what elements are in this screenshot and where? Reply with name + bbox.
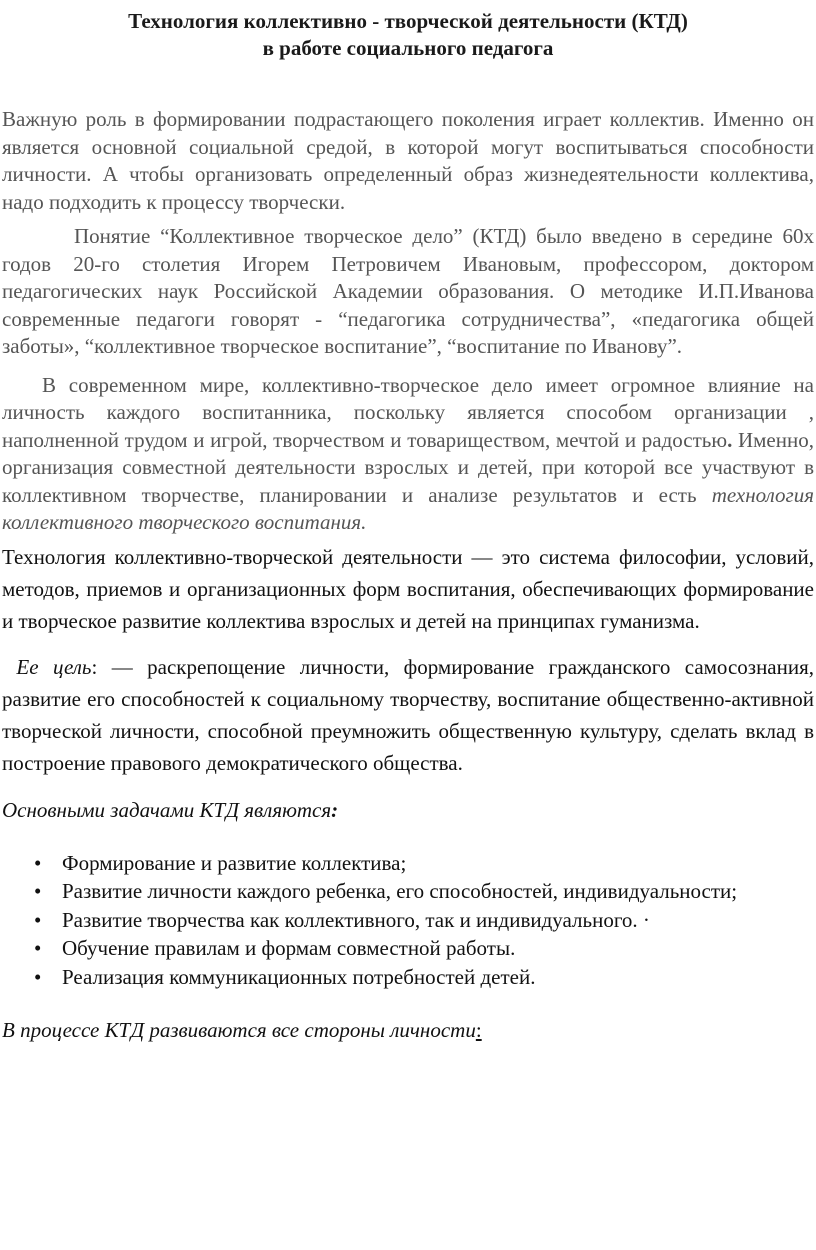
development-heading-colon: : <box>475 1018 482 1042</box>
task-text: Обучение правилам и формам совместной работы. <box>62 936 516 960</box>
tasks-heading-text: Основными задачами КТД являются <box>2 797 332 822</box>
paragraph-concept: Понятие “Коллективное творческое дело” (КТД) было введено в середине 60х годов 20-го столетия Игорем Петровичем Ивановым, профессором, доктором педагогических наук Российской Академии образования. О методике И.П.Иванова современные педагоги говорят - “педагогика сотрудничества”, «педагогика общей заботы», “коллективное творческое воспитание”, “воспитание по Иванову”. <box>2 224 814 358</box>
list-item <box>2 877 814 906</box>
title-line-1: Технология коллективно - творческой деятельности (КТД) <box>128 9 688 33</box>
bullet-icon: • <box>34 964 42 989</box>
goal-label: Ее цель <box>16 654 92 679</box>
title-line-2: в работе социального педагога <box>262 36 554 60</box>
tasks-list <box>2 849 814 992</box>
paragraph-modern-world-dot: . <box>727 427 733 452</box>
paragraph-modern-world-italic: технология коллективного творческого воспитания. <box>2 482 814 534</box>
bullet-icon: • <box>34 879 42 903</box>
bullet-icon: • <box>34 850 42 875</box>
bullet-icon: • <box>34 907 42 932</box>
paragraph-modern-world-part2: Именно, организация совместной деятельности взрослых и детей, при которой все участвуют в коллективном творчестве, планировании и анализе результатов и есть <box>2 427 814 507</box>
task-text: Развитие личности каждого ребенка, его способностей, индивидуальности; <box>62 879 738 903</box>
task-text: Развитие творчества как коллективного, так и индивидуального. · <box>62 907 650 932</box>
list-item <box>2 934 814 963</box>
bullet-icon: • <box>34 936 42 960</box>
development-heading <box>2 1015 814 1045</box>
tasks-heading <box>2 795 814 825</box>
document-title <box>2 8 814 62</box>
list-item <box>2 963 814 992</box>
paragraph-modern-world-part1: В современном мире, коллективно-творческое дело имеет огромное влияние на личность каждого воспитанника, поскольку является способом организации , наполненной трудом и игрой, творчеством и товариществом, мечтой и радостью <box>2 372 814 452</box>
task-text: Реализация коммуникационных потребностей детей. <box>62 964 536 989</box>
list-item <box>2 906 814 935</box>
development-heading-text: В процессе КТД развиваются все стороны личности <box>2 1018 476 1042</box>
goal-text: : — раскрепощение личности, формирование гражданского самосознания, развитие его способностей к социальному творчеству, воспитание общественно-активной творческой личности, способной преумножить общественную культуру, сделать вклад в построение правового демократического общества. <box>2 654 815 775</box>
list-item <box>2 849 814 878</box>
paragraph-intro: Важную роль в формировании подрастающего поколения играет коллектив. Именно он является основной социальной средой, в которой могут воспитываться способности личности. А чтобы организовать определенный образ жизнедеятельности коллектива, надо подходить к процессу творчески. <box>2 107 814 214</box>
task-text: Формирование и развитие коллектива; <box>62 850 407 875</box>
paragraph-goal <box>2 651 814 779</box>
paragraph-modern-world <box>2 372 814 537</box>
paragraph-definition: Технология коллективно-творческой деятельности — это система философии, условий, методов, приемов и организационных форм воспитания, обеспечивающих формирование и творческое развитие коллектива взрослых и детей на принципах гуманизма. <box>2 544 814 633</box>
tasks-heading-colon: : <box>331 797 339 822</box>
